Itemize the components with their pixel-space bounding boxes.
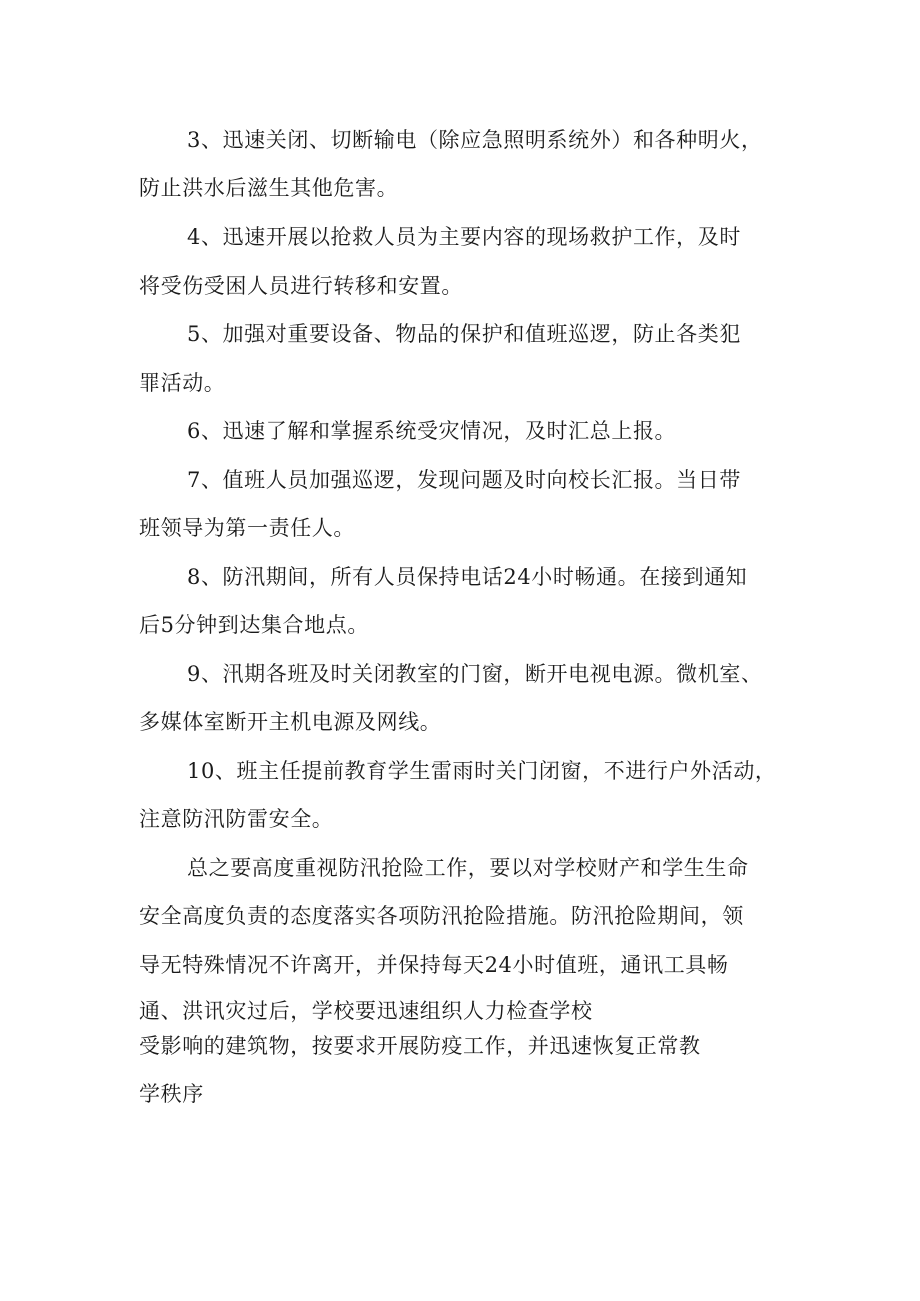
- paragraph-8-line-2: 后5分钟到达集合地点。: [139, 613, 369, 637]
- paragraph-5-line-1: 5、加强对重要设备、物品的保护和值班巡逻，防止各类犯: [187, 322, 741, 346]
- paragraph-8-line-1: 8、防汛期间，所有人员保持电话24小时畅通。在接到通知: [187, 565, 748, 589]
- paragraph-7-line-2: 班领导为第一责任人。: [139, 516, 355, 540]
- summary-line-3: 导无特殊情况不许离开，并保持每天24小时值班，通讯工具畅: [139, 953, 729, 977]
- paragraph-10-line-2: 注意防汛防雷安全。: [139, 807, 334, 831]
- paragraph-4-line-2: 将受伤受困人员进行转移和安置。: [139, 274, 463, 298]
- summary-line-6: 学秩序: [139, 1082, 204, 1106]
- summary-line-4: 通、洪讯灾过后，学校要迅速组织人力检查学校: [139, 999, 593, 1023]
- paragraph-9-line-1: 9、汛期各班及时关闭教室的门窗，断开电视电源。微机室、: [187, 662, 763, 686]
- paragraph-10-line-1: 10、班主任提前教育学生雷雨时关门闭窗，不进行户外活动，: [187, 759, 777, 783]
- paragraph-4-line-1: 4、迅速开展以抢救人员为主要内容的现场救护工作，及时: [187, 225, 741, 249]
- summary-line-2: 安全高度负责的态度落实各项防汛抢险措施。防汛抢险期间，领: [139, 904, 744, 928]
- summary-line-5: 受影响的建筑物，按要求开展防疫工作，并迅速恢复正常教: [139, 1034, 701, 1058]
- paragraph-9-line-2: 多媒体室断开主机电源及网线。: [139, 710, 442, 734]
- paragraph-6-line-1: 6、迅速了解和掌握系统受灾情况，及时汇总上报。: [187, 419, 677, 443]
- summary-line-1: 总之要高度重视防汛抢险工作，要以对学校财产和学生生命: [187, 856, 749, 880]
- paragraph-3-line-2: 防止洪水后滋生其他危害。: [139, 176, 399, 200]
- paragraph-5-line-2: 罪活动。: [139, 371, 226, 395]
- paragraph-7-line-1: 7、值班人员加强巡逻，发现问题及时向校长汇报。当日带: [187, 468, 741, 492]
- paragraph-3-line-1: 3、迅速关闭、切断输电（除应急照明系统外）和各种明火，: [187, 128, 763, 152]
